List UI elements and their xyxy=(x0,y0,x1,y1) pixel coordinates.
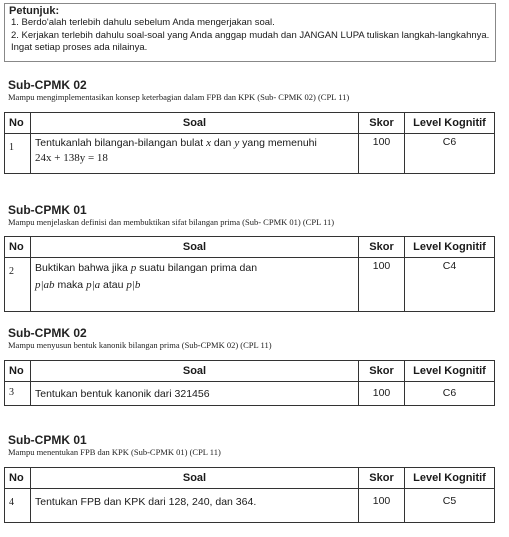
question-score: 100 xyxy=(359,382,405,406)
header-soal: Soal xyxy=(31,361,359,382)
math-variable: x xyxy=(206,137,211,149)
question-level: C4 xyxy=(405,258,495,312)
question-text-part: atau xyxy=(103,279,124,291)
question-number: 1 xyxy=(5,134,31,174)
header-skor: Skor xyxy=(359,237,405,258)
section-1-header xyxy=(4,78,494,102)
question-score: 100 xyxy=(359,258,405,312)
question-number: 3 xyxy=(5,382,31,406)
table-row xyxy=(5,258,495,312)
section-3-header xyxy=(4,326,494,350)
question-text-part: maka xyxy=(57,279,84,291)
question-text-part: dan xyxy=(213,137,232,149)
math-expression: p|ab xyxy=(35,279,55,291)
math-equation: 24x + 138y = 18 xyxy=(35,152,108,164)
table-row xyxy=(5,382,495,406)
header-level: Level Kognitif xyxy=(405,361,495,382)
header-no: No xyxy=(5,237,31,258)
section-description: Mampu menyusun bentuk kanonik bilangan prima (Sub-CPMK 02) (CPL 11) xyxy=(8,340,272,350)
question-text-part: suatu bilangan prima dan xyxy=(139,262,258,274)
question-level: C5 xyxy=(405,489,495,523)
header-soal: Soal xyxy=(31,113,359,134)
question-table-2 xyxy=(4,236,495,312)
math-variable: y xyxy=(234,137,240,149)
section-description: Mampu menjelaskan definisi dan membuktikan sifat bilangan prima (Sub- CPMK 01) (CPL 11) xyxy=(8,217,335,227)
question-table-3 xyxy=(4,360,495,406)
question-text-part: yang memenuhi xyxy=(242,137,317,149)
header-skor: Skor xyxy=(359,113,405,134)
question-score: 100 xyxy=(359,134,405,174)
header-no: No xyxy=(5,468,31,489)
question-text xyxy=(31,134,359,174)
header-soal: Soal xyxy=(31,468,359,489)
header-soal: Soal xyxy=(31,237,359,258)
section-title: Sub-CPMK 02 xyxy=(8,78,87,92)
math-expression: p|b xyxy=(126,279,141,291)
question-text: Tentukan FPB dan KPK dari 128, 240, dan 364. xyxy=(31,489,359,523)
header-level: Level Kognitif xyxy=(405,113,495,134)
section-4-header xyxy=(4,433,494,457)
question-number: 2 xyxy=(5,258,31,312)
header-skor: Skor xyxy=(359,361,405,382)
question-level: C6 xyxy=(405,382,495,406)
question-table-1 xyxy=(4,112,495,174)
question-score: 100 xyxy=(359,489,405,523)
section-description: Mampu mengimplementasikan konsep keterbagian dalam FPB dan KPK (Sub- CPMK 02) (CPL 11) xyxy=(8,92,350,102)
question-level: C6 xyxy=(405,134,495,174)
section-title: Sub-CPMK 01 xyxy=(8,203,87,217)
instructions-box xyxy=(4,3,496,62)
section-2-header xyxy=(4,203,494,227)
header-no: No xyxy=(5,361,31,382)
instruction-item: 2. Kerjakan terlebih dahulu soal-soal yang Anda anggap mudah dan JANGAN LUPA tuliskan langkah-langkahnya. Ingat setiap proses ada nilainya. xyxy=(11,29,490,53)
instructions-list xyxy=(11,17,491,55)
question-text-part: Tentukanlah bilangan-bilangan bulat xyxy=(35,137,204,149)
question-text-part: Buktikan bahwa jika xyxy=(35,262,128,274)
question-text xyxy=(31,258,359,312)
instruction-item: 1. Berdo'alah terlebih dahulu sebelum Anda mengerjakan soal. xyxy=(11,17,275,28)
header-level: Level Kognitif xyxy=(405,468,495,489)
header-skor: Skor xyxy=(359,468,405,489)
math-variable: p xyxy=(130,262,137,274)
instructions-title: Petunjuk: xyxy=(9,5,60,17)
question-text: Tentukan bentuk kanonik dari 321456 xyxy=(31,382,359,406)
header-level: Level Kognitif xyxy=(405,237,495,258)
math-expression: p|a xyxy=(86,279,101,291)
table-row xyxy=(5,489,495,523)
question-table-4 xyxy=(4,467,495,523)
section-description: Mampu menentukan FPB dan KPK (Sub-CPMK 01) (CPL 11) xyxy=(8,447,221,457)
table-row xyxy=(5,134,495,174)
header-no: No xyxy=(5,113,31,134)
section-title: Sub-CPMK 01 xyxy=(8,433,87,447)
question-number: 4 xyxy=(5,489,31,523)
section-title: Sub-CPMK 02 xyxy=(8,326,87,340)
